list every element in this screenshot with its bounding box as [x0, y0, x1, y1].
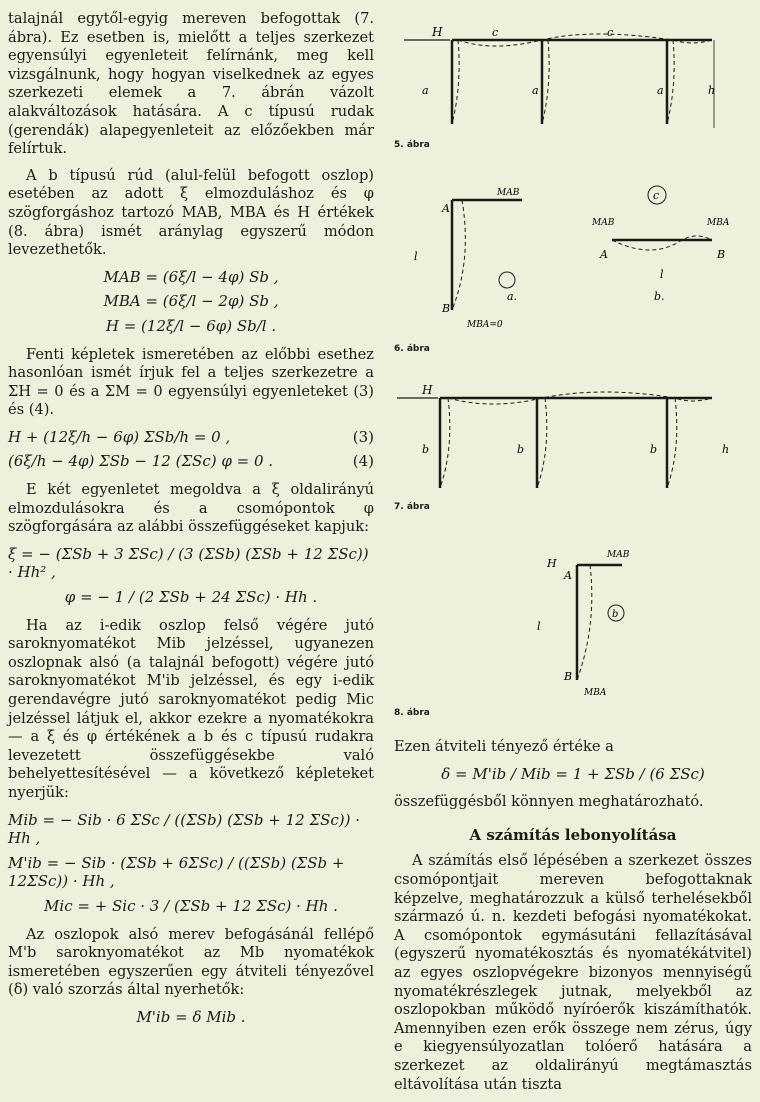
paragraph-6: Az oszlopok alsó merev befogásánál fellépő M'b saroknyomatékot az Mb nyomatékok ismeretében egyszerűen egy átviteli tényezővel (δ) való szorzás által nyerhetők: [8, 925, 374, 999]
fig6b-label-mba: MBA [707, 218, 730, 228]
section-heading: A számítás lebonyolítása [469, 825, 677, 844]
right-paragraph-2: összefüggésből könnyen meghatározható. [394, 793, 704, 811]
paragraph-2: A b típusú rúd (alul-felül befogott oszlop) esetében az adott ξ elmozduláshoz és φ szögforgáshoz tartozó MAB, MBA és H értékek (8. ábra) ismét aránylag egyszerű módon levezethetők. [8, 166, 374, 259]
figure-7-caption: 7. ábra [394, 502, 430, 512]
eq-4-number: (4) [352, 452, 374, 471]
fig6-label-l: l [414, 250, 418, 263]
eq-delta: δ = M'ib / Mib = 1 + ΣSb / (6 ΣSc) [441, 764, 705, 783]
fig8-label-mab: MAB [607, 550, 630, 560]
eq-phi: φ = − 1 / (2 ΣSb + 24 ΣSc) · Hh . [64, 588, 318, 607]
figure-6-caption: 6. ábra [394, 344, 430, 354]
fig7-label-b3: b [650, 443, 658, 456]
fig8-label-a: A [564, 569, 572, 582]
fig6-label-b-node: B [442, 302, 451, 315]
eq-3: H + (12ξ/h − 6φ) ΣSb/h = 0 , [8, 427, 231, 446]
fig7-label-h: H [422, 383, 433, 397]
fig8-circle-b-label: b [612, 609, 619, 620]
fig8-label-h: H [547, 557, 557, 570]
paragraph-5: Ha az i-edik oszlop felső végére jutó saroknyomatékot Mib jelzéssel, ugyanezen oszlopnak alsó (a talajnál befogott) végére jutó saroknyomatékot M'ib jelzéssel, és egy i-edik gerendavégre jutó saroknyomatékot pedig Mic jelzéssel látjuk el, akkor ezekre a nyomatékokra — a ξ és φ értékének a b és c típusú rudakra levezetett összefüggésekbe való behelyettesítésével — a következő képleteket nyerjük: [8, 616, 374, 801]
eq-h: H = (12ξ/l − 6φ) Sb/l . [105, 316, 277, 335]
eq-4: (6ξ/h − 4φ) ΣSb − 12 (ΣSc) φ = 0 . [8, 452, 274, 471]
eq-mba: MBA = (6ξ/l − 2φ) Sb , [103, 292, 279, 311]
paragraph-4: E két egyenletet megoldva a ξ oldalirányú elmozdulásokra és a csomópontok φ szögforgására az alábbi összefüggéseket kapjuk: [8, 481, 374, 536]
fig5-label-c1: c [492, 26, 499, 39]
fig6-label-a-node: A [442, 202, 450, 215]
eq-mib-prime: M'ib = − Sib · (ΣSb + 6ΣSc) / ((ΣSb) (ΣSb + 12ΣSc)) · Hh , [8, 853, 345, 891]
fig5-label-a1: a [422, 84, 429, 97]
fig7-label-h-height: h [722, 443, 730, 456]
right-paragraph-3: A számítás első lépésében a szerkezet összes csomópontjait mereven befogottaknak képzelve, meghatározzuk a külső terhelésekből származó ú. n. kezdeti befogási nyomatékokat. A csomópontok egymásutáni fellazításával (egyszerű nyomatékosztás és nyomatékátvitel) az egyes oszlopvégekre bizonyos mennyiségű nyomatékrészlegek jutnak, melyekből az oszlopokban működő nyíróerők kiszámíthatók. Amennyiben ezen erők összege nem zérus, úgy e kiegyensúlyozatlan tolóerő hatására a szerkezet az oldalirányú megtámasztás eltávolítása után tiszta [394, 852, 752, 1093]
figure-7 [392, 368, 752, 498]
fig6-sub-b: b. [654, 290, 665, 303]
figure-8 [392, 535, 752, 705]
fig5-label-a2: a [532, 84, 539, 97]
eq-transfer: M'ib = δ Mib . [136, 1007, 246, 1026]
fig5-label-h-height: h [708, 84, 716, 97]
equations-b-rod [8, 268, 374, 336]
fig6-circle-a [499, 272, 515, 288]
fig8-label-l: l [537, 620, 541, 633]
fig5-label-h: H [432, 25, 443, 39]
right-column-text [394, 738, 752, 1102]
figure-8-caption: 8. ábra [394, 708, 430, 718]
eq-mib: Mib = − Sib · 6 ΣSc / ((ΣSb) (ΣSb + 12 ΣSc)) · Hh , [8, 810, 360, 848]
equilibrium-equations [8, 428, 374, 471]
figure-6 [392, 170, 752, 340]
fig8-label-mba: MBA [584, 688, 607, 698]
fig6-label-mab: MAB [497, 188, 520, 198]
fig6b-label-l: l [660, 268, 664, 281]
eq-mic: Mic = + Sic · 3 / (ΣSb + 12 ΣSc) · Hh . [44, 896, 338, 915]
fig7-label-b2: b [517, 443, 525, 456]
fig6-sub-a: a. [507, 290, 518, 303]
solution-equations [8, 545, 374, 607]
fig6b-label-b: B [717, 248, 726, 261]
paragraph-3: Fenti képletek ismeretében az előbbi esethez hasonlóan ismét írjuk fel a teljes szerkezetre a ΣH = 0 és a ΣM = 0 egyensúlyi egyenleteket (3) és (4). [8, 345, 374, 419]
fig8-label-b: B [564, 670, 573, 683]
fig6-circle-c-label: c [653, 189, 660, 202]
figure-5 [392, 4, 752, 134]
fig6-label-mba0: MBA=0 [467, 320, 503, 330]
moment-equations [8, 811, 374, 916]
right-paragraph-1: Ezen átviteli tényező értéke a [394, 738, 614, 755]
eq-xi: ξ = − (ΣSb + 3 ΣSc) / (3 (ΣSb) (ΣSb + 12 ΣSc)) · Hh² , [8, 544, 369, 582]
fig6b-label-mab: MAB [592, 218, 615, 228]
fig6b-label-a: A [600, 248, 608, 261]
paragraph-1: talajnál egytől-egyig mereven befogottak (7. ábra). Ez esetben is, mielőtt a teljes szerkezet egyensúlyi egyenleteit felírnánk, meg kell vizsgálnunk, hogy hogyan viselkednek az egyes szerkezeti elemek a 7. ábrán vázolt alakváltozások hatására. A c típusú rudak (gerendák) alapegyenleteit az előzőekben már felírtuk. [8, 10, 374, 158]
eq-3-number: (3) [352, 427, 374, 446]
fig5-label-c2: c [607, 26, 614, 39]
figure-5-caption: 5. ábra [394, 140, 430, 150]
fig5-label-a3: a [657, 84, 664, 97]
left-column [8, 10, 374, 1037]
fig7-label-b1: b [422, 443, 430, 456]
eq-mab: MAB = (6ξ/l − 4φ) Sb , [103, 267, 279, 286]
